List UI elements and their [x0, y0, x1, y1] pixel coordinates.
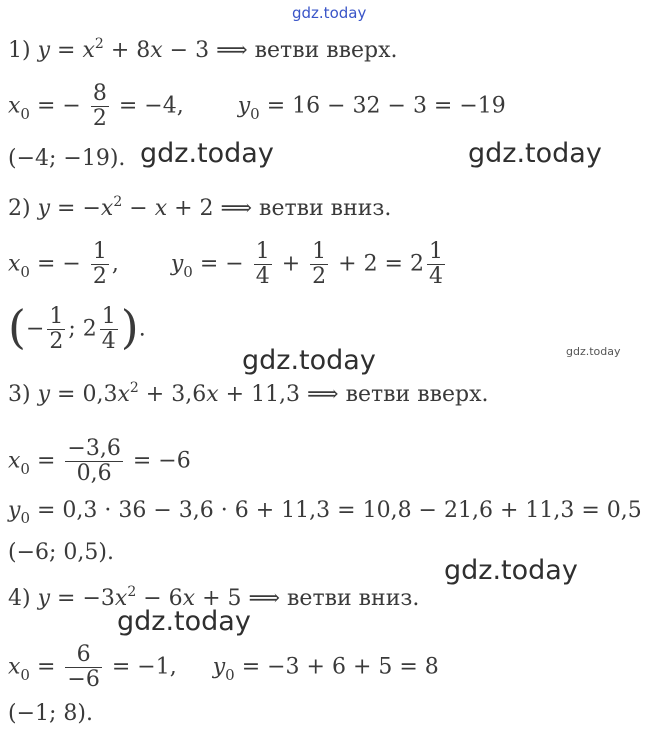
- problem3-equation: 3) $y = 0,3x^2 + 3,6x + 11,3$ ⟹ ветви вверх.: [8, 380, 489, 407]
- problem2-answer: (− $\frac{1}{2}$ ; 2 $\frac{1}{4}$ ).: [8, 299, 146, 354]
- fraction: $\frac{1}{2}$: [312, 239, 327, 289]
- fraction: $\frac{-3,6}{0,6}$: [67, 436, 121, 486]
- problem3-x0-calc: $x_0$ = $\frac{-3,6}{0,6}$ = −6: [8, 436, 191, 486]
- watermark: gdz.today: [242, 345, 376, 376]
- fraction: $\frac{1}{4}$: [428, 239, 443, 289]
- fraction: $\frac{6}{-6}$: [67, 642, 100, 692]
- fraction: $\frac{1}{2}$: [49, 304, 64, 354]
- problem1-equation: 1) $y = x^2 + 8x - 3$ ⟹ ветви вверх.: [8, 36, 398, 63]
- fraction: $\frac{1}{4}$: [101, 304, 116, 354]
- watermark-small: gdz.today: [566, 345, 621, 358]
- problem1-answer: (−4; −19).: [8, 146, 126, 171]
- problem3-y0-calc: $y_0 = 0,3 \cdot 36 - 3,6 \cdot 6 + 11,3 = 10,8 - 21,6 + 11,3 = 0,5$: [8, 498, 642, 527]
- watermark: gdz.today: [444, 555, 578, 586]
- watermark-top: gdz.today: [292, 4, 367, 22]
- problem4-vertex-calc: $x_0$ = $\frac{6}{-6}$ = −1, $y_0 = -3 + 6 + 5 = 8$: [8, 642, 439, 692]
- problem1-vertex-calc: $x_0$ = − $\frac{8}{2}$ = −4, $y_0 = 16 - 32 - 3 = -19$: [8, 81, 506, 131]
- watermark: gdz.today: [117, 606, 251, 637]
- watermark: gdz.today: [140, 138, 274, 169]
- problem2-equation: 2) $y = -x^2 - x + 2$ ⟹ ветви вниз.: [8, 194, 392, 221]
- fraction: $\frac{8}{2}$: [92, 81, 107, 131]
- problem2-vertex-calc: $x_0$ = − $\frac{1}{2}$ , $y_0$ = − $\frac{1}{4}$ + $\frac{1}{2}$ + 2 = 2 $\frac{1}{4}$: [8, 239, 443, 289]
- problem4-equation: 4) $y = -3x^2 - 6x + 5$ ⟹ ветви вниз.: [8, 584, 420, 611]
- watermark: gdz.today: [468, 138, 602, 169]
- fraction: $\frac{1}{2}$: [92, 239, 107, 289]
- problem4-answer: (−1; 8).: [8, 701, 93, 726]
- fraction: $\frac{1}{4}$: [255, 239, 270, 289]
- problem3-answer: (−6; 0,5).: [8, 540, 114, 565]
